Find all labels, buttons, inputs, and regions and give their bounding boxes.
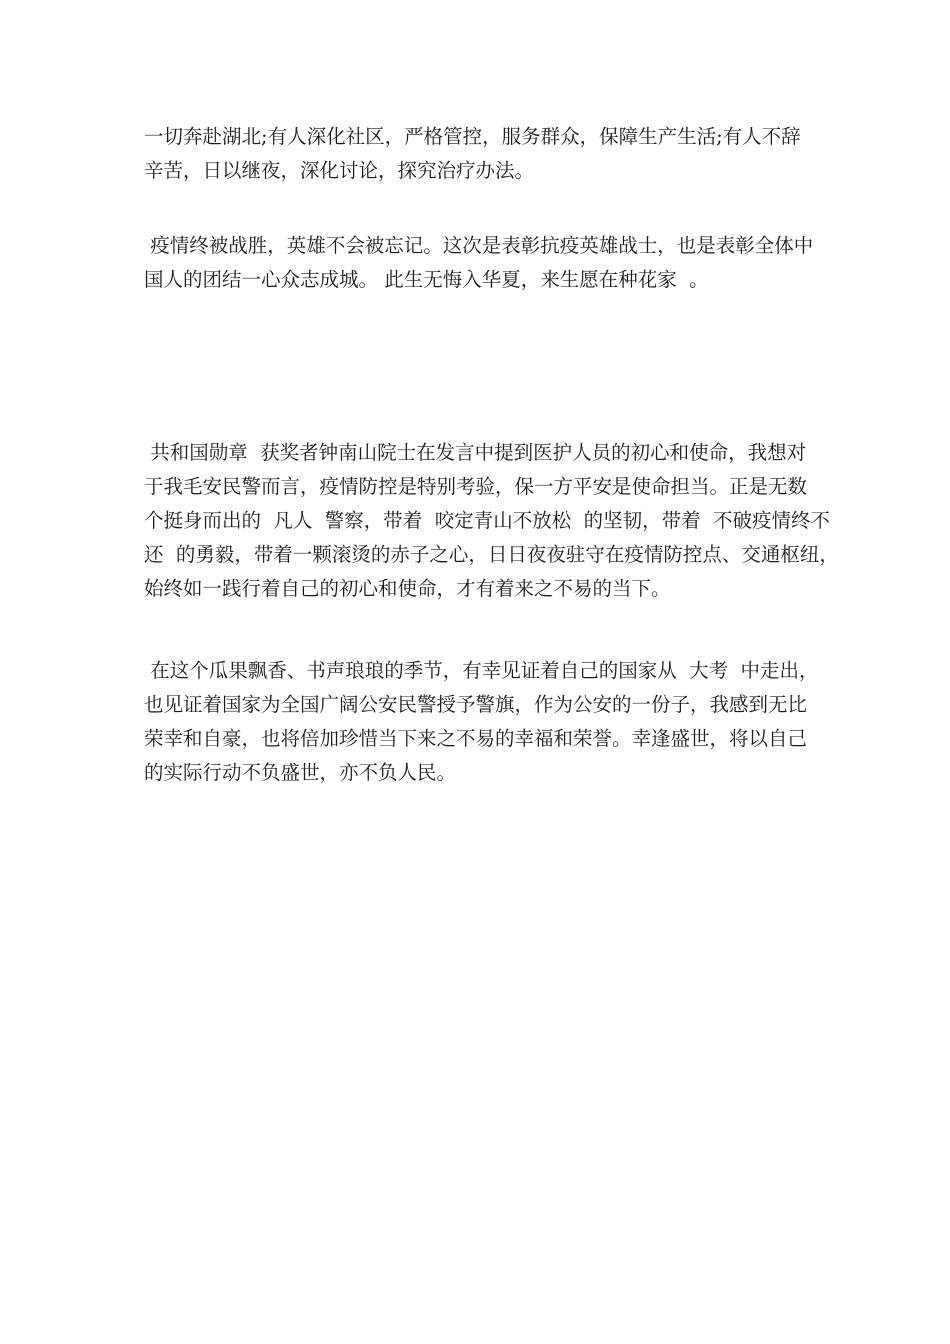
- text-line: 于我毛安民警而言，疫情防控是特别考验，保一方平安是使命担当。正是无数: [144, 475, 808, 498]
- paragraph-4: [144, 654, 824, 790]
- text-line: 也见证着国家为全国广阔公安民警授予警旗，作为公安的一份子，我感到无比: [144, 693, 808, 716]
- text-line: 始终如一践行着自己的初心和使命，才有着来之不易的当下。: [144, 577, 671, 600]
- text-line: 荣幸和自豪，也将倍加珍惜当下来之不易的幸福和荣誉。幸逢盛世，将以自己: [144, 727, 808, 750]
- text-line: 还 的勇毅，带着一颗滚烫的赤子之心，日日夜夜驻守在疫情防控点、交通枢纽，: [144, 543, 839, 566]
- text-line: 一切奔赴湖北;有人深化社区，严格管控，服务群众，保障生产生活;有人不辞: [144, 125, 801, 148]
- paragraph-2: [144, 229, 824, 297]
- paragraph-3: [144, 436, 839, 606]
- text-line: 疫情终被战胜，英雄不会被忘记。这次是表彰抗疫英雄战士，也是表彰全体中: [144, 234, 814, 257]
- text-line: 个挺身而出的 凡人 警察，带着 咬定青山不放松 的坚韧，带着 不破疫情终不: [144, 509, 830, 532]
- text-line: 国人的团结一心众志成城。 此生无悔入华夏，来生愿在种花家 。: [144, 268, 709, 291]
- text-line: 的实际行动不负盛世，亦不负人民。: [144, 761, 457, 784]
- text-line: 在这个瓜果飘香、书声琅琅的季节，有幸见证着自己的国家从 大考 中走出，: [144, 659, 819, 682]
- text-line: 辛苦，日以继夜，深化讨论，探究治疗办法。: [144, 159, 535, 182]
- paragraph-1: [144, 120, 824, 188]
- text-line: 共和国勋章 获奖者钟南山院士在发言中提到医护人员的初心和使命，我想对: [144, 441, 807, 464]
